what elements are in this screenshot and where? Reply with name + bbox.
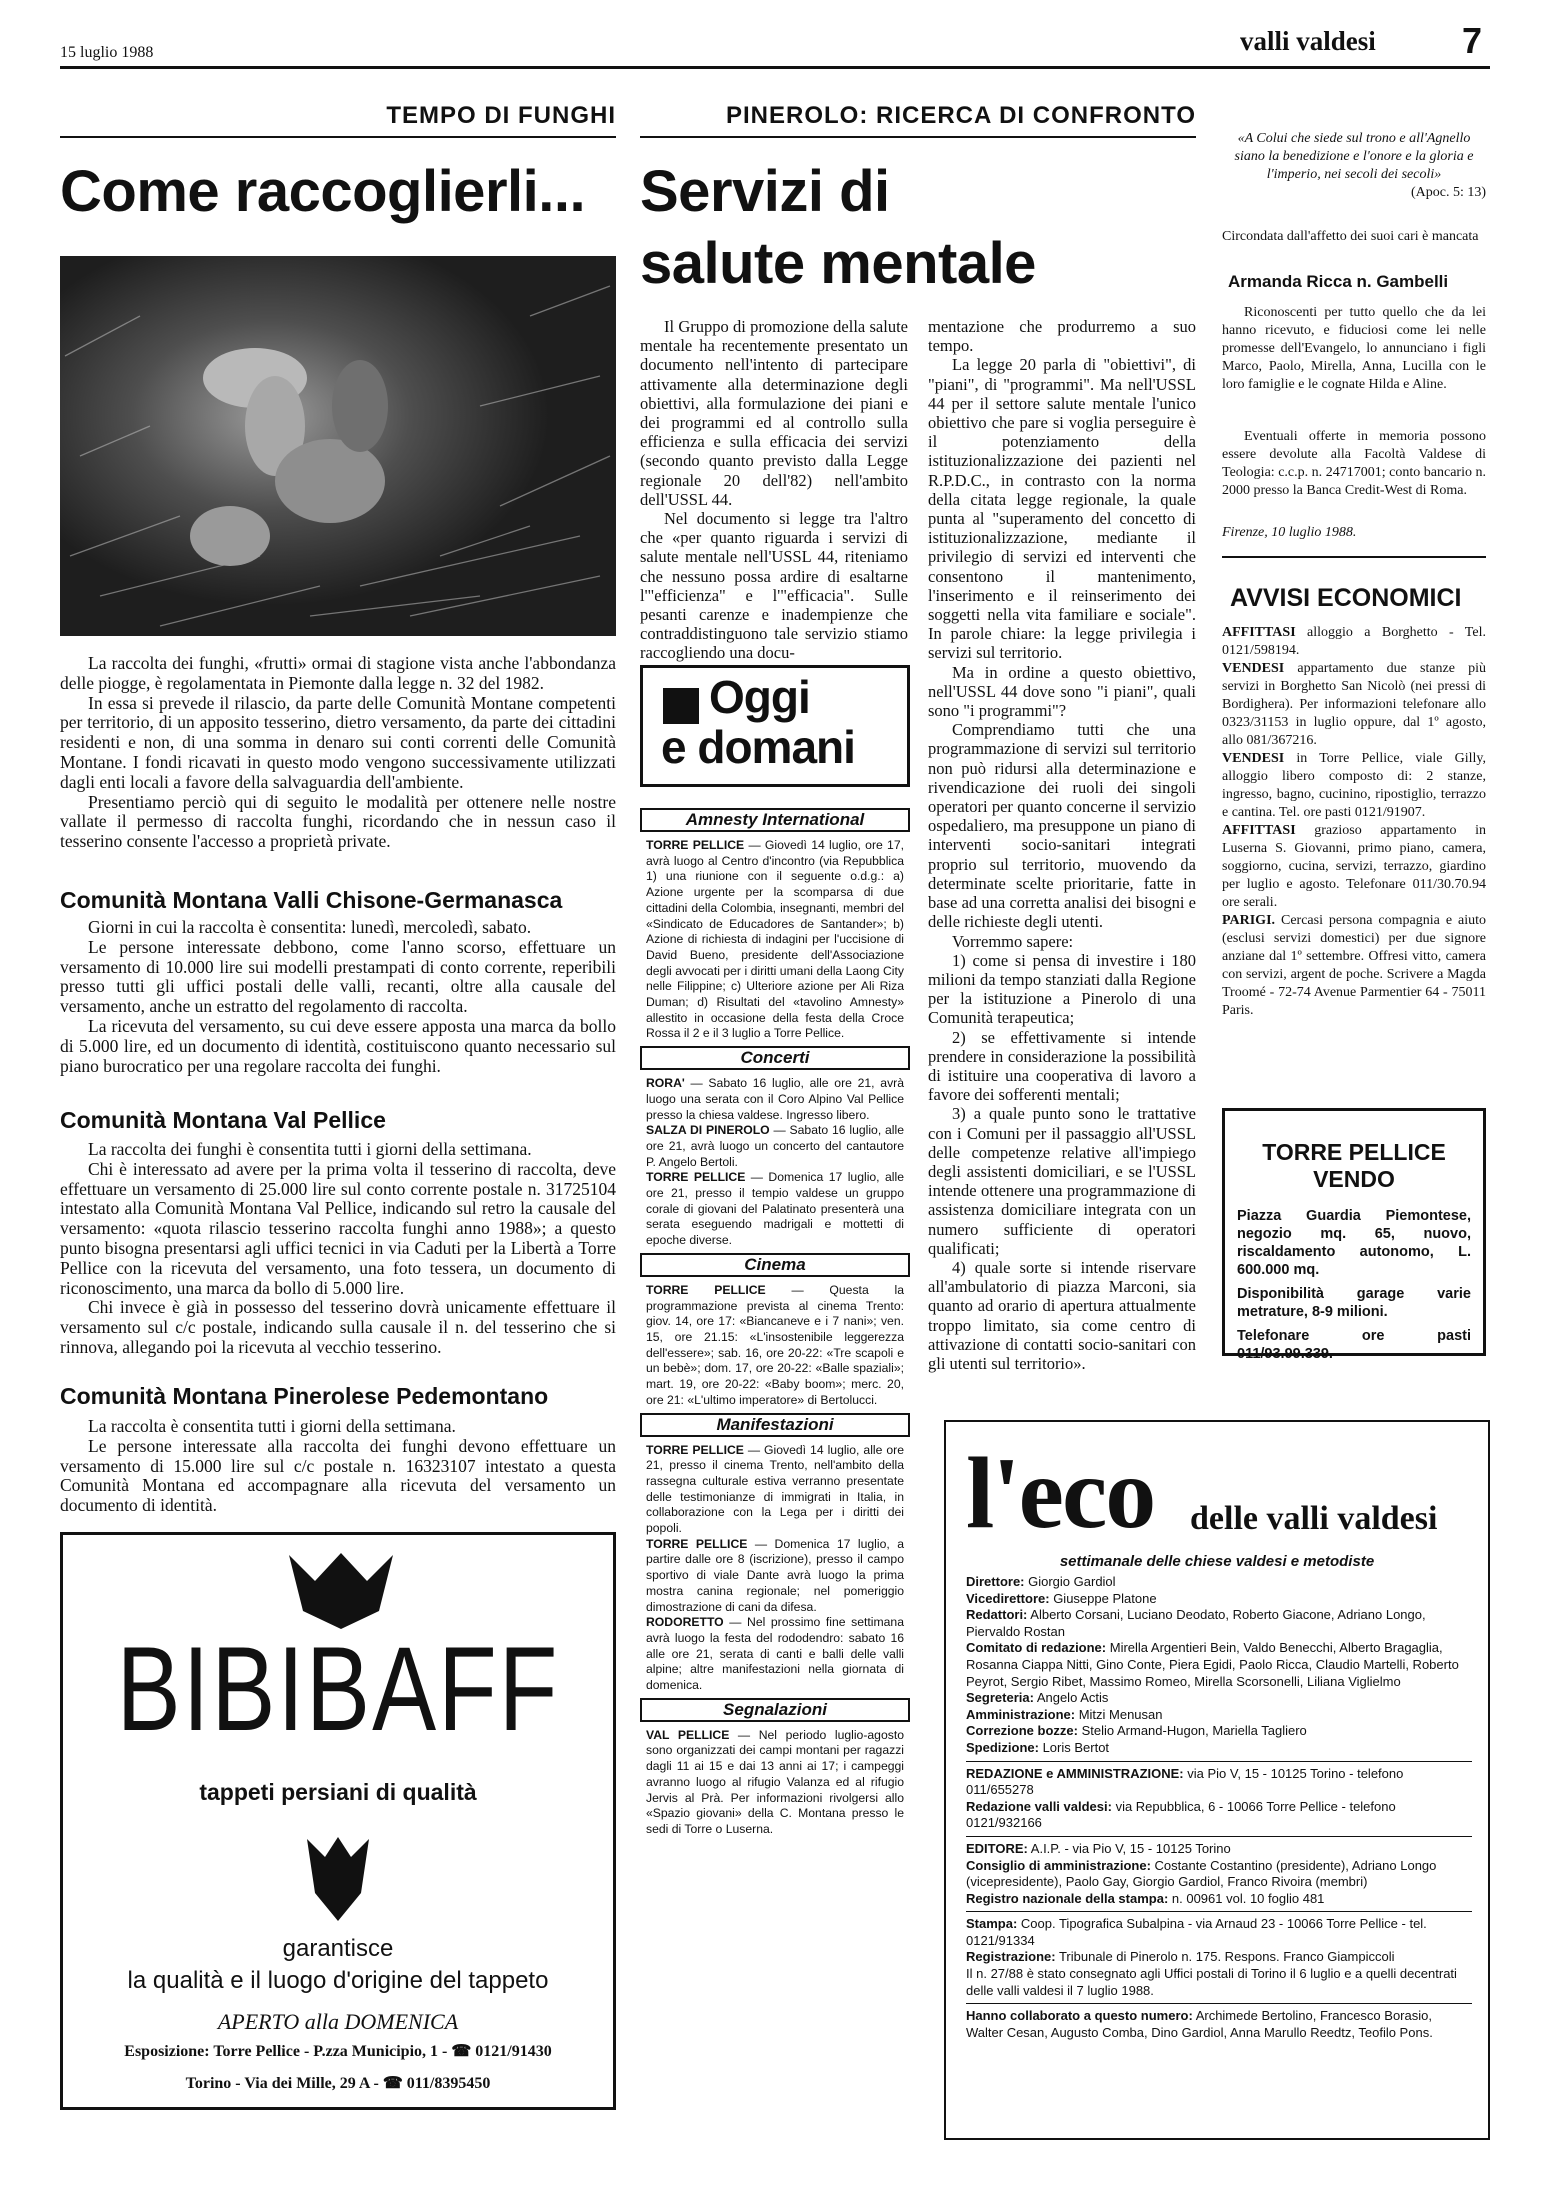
intro-paragraph: In essa si prevede il rilascio, da parte delle Comunità Montane competenti per territorio, di un apposito tesserino, dietro versamento, da parte dei cittadini residenti e non, di una somma in denaro sui conti correnti delle Comunità Montane. I fondi ricavati in questo modo vengono successivamente utilizzati dagli enti locali a favore della salvaguardia dell'ambiente. bbox=[60, 692, 616, 792]
avviso-item: AFFITTASI grazioso appartamento in Luserna S. Giovanni, primo piano, camera, soggiorno, cucina, servizi, terrazzo, giardino per luglio e agosto. Telefonare 011/30.70.94 ore serali. bbox=[1222, 823, 1486, 910]
header-rule bbox=[60, 66, 1490, 69]
eco-title-small: delle valli valdesi bbox=[1190, 1500, 1438, 1537]
section-body bbox=[60, 918, 616, 1076]
listing-item: SALZA DI PINEROLO — Sabato 16 luglio, alle ore 21, avrà luogo un concerto del cantautore P. Angelo Bertoli. bbox=[646, 1123, 904, 1169]
section-header: Concerti bbox=[640, 1046, 910, 1070]
oggi-listing bbox=[640, 808, 910, 1842]
section-header: Cinema bbox=[640, 1253, 910, 1277]
intro-paragraph: Presentiamo perciò qui di seguito le modalità per ottenere nelle nostre vallate il permesso di raccolta funghi, ricordando che in nessun caso il tesserino consente l'accesso a proprietà private. bbox=[60, 791, 616, 852]
obituary-quote-text: «A Colui che siede sul trono e all'Agnello siano la benedizione e l'onore e la gloria e l'imperio, nei secoli dei secoli» bbox=[1234, 131, 1474, 182]
intro-paragraph: La raccolta dei funghi, «frutti» ormai di stagione vista anche l'abbondanza delle piogge, è regolamentata in Piemonte dalla legge n. 32 del 1982. bbox=[60, 653, 616, 693]
eco-divider bbox=[966, 1761, 1472, 1762]
listing-item: VAL PELLICE — Nel periodo luglio-agosto sono organizzati dei campi montani per ragazzi dagli 11 ai 15 e dai 13 anni ai 17; i campeggi avranno luogo al rifugio Valanza ed al rifugio Jervis al Prà. Per informazioni rivolgersi allo «Spazio giovani» della C. Montana presso le sedi di Torre o Luserna. bbox=[646, 1727, 904, 1836]
avvisi-list bbox=[1222, 624, 1486, 1020]
section-paragraph: Le persone interessate debbono, come l'anno scorso, effettuare un versamento di 10.000 lire sui modelli prestampati di conto corrente, reperibili presso tutti gli uffici postali delle valli, recanti, oltre alla causale del versamento, anche un estratto del regolamento di raccolta. bbox=[60, 936, 616, 1017]
section-header: Amnesty International bbox=[640, 808, 910, 832]
obituary-name: Armanda Ricca n. Gambelli bbox=[1228, 272, 1449, 291]
eco-line: Stampa: Coop. Tipografica Subalpina - via Arnaud 23 - 10066 Torre Pellice - tel. 0121/91334 bbox=[966, 1916, 1427, 1948]
article2-paragraph: 3) a quale punto sono le trattative con i Comuni per il passaggio all'USSL delle competenze relative all'impiego degli assistenti domiciliari, e se l'USSL intende ottenere una programmazione di assistenza domiciliare integrata con un numero sufficiente di operatori qualificati; bbox=[928, 1104, 1196, 1258]
obituary-rule bbox=[1222, 556, 1486, 558]
eco-line: Redazione valli valdesi: via Repubblica, 6 - 10066 Torre Pellice - telefono 0121/932166 bbox=[966, 1798, 1396, 1831]
bibibaff-address-1: Esposizione: Torre Pellice - P.zza Municipio, 1 - ☎ 0121/91430 bbox=[124, 2043, 552, 2060]
article2-paragraph: Nel documento si legge tra l'altro che «per quanto riguarda i servizi di salute mentale nell'USSL 44, riteniamo che nessuno possa ardire di esaltarne l'"efficienza" e l'"efficacia". Sulle pesanti carenze e inadempienze che contraddistinguono tale servizio stiamo raccogliendo una docu- bbox=[640, 509, 908, 663]
section-body bbox=[60, 1417, 616, 1516]
listing-item: RODORETTO — Nel prossimo fine settimana avrà luogo la festa del rododendro: sabato 16 alle ore 21, serata di canti e balli delle valli alpine; altre manifestazioni nella giornata di domenica. bbox=[646, 1615, 904, 1693]
section-header: Segnalazioni bbox=[640, 1698, 910, 1722]
article2-paragraph: Il Gruppo di promozione della salute mentale ha recentemente presentato un documento nell'intento di partecipare attivamente alla determinazione degli obiettivi, alla formulazione dei piani e dei programmi ed al controllo sulla efficienza e sulla efficacia dei servizi (secondo quanto previsto dalla Legge regionale 20 dell'82) nell'ambito dell'USSL 44. bbox=[640, 317, 908, 509]
torre-ad-garage: Disponibilità garage varie metrature, 8-9 milioni. bbox=[1237, 1286, 1471, 1320]
eco-title-big: l'eco bbox=[966, 1437, 1155, 1550]
avviso-item: VENDESI appartamento due stanze più servizi in Borghetto San Nicolò (nei pressi di Bordighera). Per informazioni telefonare allo 0323/31153 in luglio oppure, dal 1º agosto, allo 081/367216. bbox=[1222, 661, 1486, 748]
listing-item: TORRE PELLICE — Domenica 17 luglio, a partire dalle ore 8 (iscrizione), presso il campo sportivo di viale Dante avrà luogo la prima mostra canina regionale; nel pomeriggio dimostrazione di cani da difesa. bbox=[646, 1536, 904, 1614]
bibibaff-tagline: tappeti persiani di qualità bbox=[199, 1779, 477, 1805]
crown-icon bbox=[281, 1551, 401, 1631]
header-page-number: 7 bbox=[1462, 20, 1483, 61]
oggi-title-2: e domani bbox=[661, 721, 855, 773]
bibibaff-ad bbox=[60, 1532, 616, 2110]
section-title: Comunità Montana Pinerolese Pedemontano bbox=[60, 1383, 549, 1409]
article2-paragraph: Comprendiamo tutti che una programmazione di servizi sul territorio non può ridursi alla determinazione e rivendicazione dei ruoli dei singoli operatori per quanto concerne il servizio ospedaliero, ma presuppone un piano di interventi socio-sanitari integrati proprio sul territorio, muovendo da determinate scelte prioritarie, fatte in base ad una corretta analisi dei bisogni e delle richieste degli utenti. bbox=[928, 720, 1196, 932]
section-body bbox=[60, 1140, 616, 1358]
eco-line: Registro nazionale della stampa: n. 00961 vol. 10 foglio 481 bbox=[966, 1890, 1325, 1906]
header-date: 15 luglio 1988 bbox=[60, 44, 154, 61]
mushroom-photo bbox=[60, 256, 616, 636]
avviso-item: AFFITTASI alloggio a Borghetto - Tel. 0121/598194. bbox=[1222, 625, 1486, 658]
eco-line: Spedizione: Loris Bertot bbox=[966, 1739, 1110, 1755]
article2-paragraph: 4) quale sorte si intende riservare all'ambulatorio di piazza Marconi, sia quanto ad orario di apertura attualmente troppo limitato, sia come centro di attivazione di contatti socio-sanitari con gli utenti sul territorio». bbox=[928, 1257, 1196, 1373]
avviso-item: VENDESI in Torre Pellice, viale Gilly, alloggio libero composto di: 2 stanze, ingresso, bagno, cucinino, ripostiglio, terrazzo e cantina. Tel. ore pasti 0121/91907. bbox=[1222, 751, 1486, 820]
bibibaff-claim-2: la qualità e il luogo d'origine del tappeto bbox=[127, 1967, 549, 1994]
square-icon bbox=[663, 688, 699, 724]
listing-item: TORRE PELLICE — Giovedì 14 luglio, alle ore 21, presso il cinema Trento, nell'ambito della rassegna culturale estiva verranno presentate delle testimonianze di immigrati in Italia, in collaborazione con la Lega per i diritti dei popoli. bbox=[646, 1442, 904, 1536]
section-content bbox=[646, 1283, 904, 1409]
section-title: Comunità Montana Val Pellice bbox=[60, 1107, 386, 1133]
article2-paragraph: Ma in ordine a questo obiettivo, nell'USSL 44 dove sono "i piani", quali sono "i programmi"? bbox=[928, 662, 1196, 721]
section-content bbox=[646, 1076, 904, 1249]
article1-kicker-rule bbox=[60, 136, 616, 138]
article2-kicker: PINEROLO: RICERCA DI CONFRONTO bbox=[725, 102, 1196, 129]
eco-line: Amministrazione: Mitzi Menusan bbox=[966, 1706, 1163, 1722]
section-paragraph: Chi è interessato ad avere per la prima volta il tesserino di raccolta, deve effettuare un versamento di 25.000 lire sul conto corrente postale n. 31725104 intestato alla Comunità Montana Val Pellice, indicando sul retro la causale del versamento: «quota rilascio tesserino raccolta funghi anno 1988»; a questo punto bisogna presentarsi agli uffici tecnici in via Caduti per la Libertà a Torre Pellice con la ricevuta del versamento, una foto tessera, un documento di riconoscimento, una marca da bollo di 5.000 lire. bbox=[60, 1158, 616, 1298]
article2-paragraph: mentazione che produrremo a suo tempo. bbox=[928, 317, 1196, 356]
section-paragraph: La raccolta dei funghi è consentita tutti i giorni della settimana. bbox=[88, 1139, 532, 1159]
article2-headline-1: Servizi di bbox=[640, 159, 890, 224]
obituary-text: Riconoscenti per tutto quello che da lei hanno ricevuto, e fiduciosi come lei nelle promesse dell'Evangelo, lo annunciano i figli Marco, Paolo, Mirella, Anna, Lucilla con le loro famiglie e le cognate Hilda e Aline. bbox=[1222, 305, 1486, 392]
eco-staff bbox=[966, 1574, 1472, 2041]
section-paragraph: Le persone interessate alla raccolta dei funghi devono effettuare un versamento di 15.000 lire sul c/c postale n. 16323107 intestato a questa Comunità Montana ed accompagnare alla ricevuta del versamento un documento di identità. bbox=[60, 1435, 616, 1516]
section-paragraph: Chi invece è già in possesso del tesserino dovrà unicamente effettuare il versamento sul c/c postale, indicando sulla causale il n. del tesserino che si rinnova, allegando poi la ricevuta al vecchio tesserino. bbox=[60, 1297, 616, 1357]
eco-masthead bbox=[944, 1420, 1490, 2140]
article2-paragraph: La legge 20 parla di "obiettivi", di "piani", di "programmi". Ma nell'USSL 44 per il settore salute mentale l'unico obiettivo che pare si voglia perseguire è il potenziamento della istituzionalizzazione dei pazienti nel R.P.D.C., in contrasto con la norma della citata legge regionale, la quale punta al "superamento del concetto di istituzionalizzazione, mediante il privilegio di servizi ed interventi che consentono il mantenimento, l'inserimento e il reinserimento dei soggetti nella vita familiare e sociale". In parole chiare: la legge privilegia i servizi sul territorio. bbox=[928, 355, 1196, 663]
torre-ad-title-2: VENDO bbox=[1313, 1166, 1395, 1192]
bibibaff-brand: BIBIBAFF bbox=[116, 1622, 560, 1757]
article2-column-1 bbox=[640, 317, 908, 663]
obituary-intro: Circondata dall'affetto dei suoi cari è mancata bbox=[1222, 229, 1479, 244]
eco-line: Registrazione: Tribunale di Pinerolo n. 175. Respons. Franco Giampiccoli bbox=[966, 1949, 1395, 1965]
eco-line: Direttore: Giorgio Gardiol bbox=[966, 1574, 1116, 1589]
obituary-offers: Eventuali offerte in memoria possono essere devolute alla Facoltà Valdese di Teologia: c.c.p. n. 24717001; conto bancario n. 2000 presso la Banca Credit-West di Roma. bbox=[1222, 429, 1486, 498]
header-publication: valli valdesi bbox=[1240, 26, 1376, 56]
article2-paragraph: Vorremmo sapere: bbox=[952, 931, 1074, 951]
torre-ad-body: Piazza Guardia Piemontese, negozio mq. 65, nuovo, riscaldamento autonomo, L. 600.000 mq. bbox=[1237, 1208, 1471, 1278]
section-paragraph: La ricevuta del versamento, su cui deve essere apposta una marca da bollo di 5.000 lire, ed un documento di identità, costituiscono quanto necessario sul piano burocratico per una regolare raccolta dei funghi. bbox=[60, 1015, 616, 1076]
eco-line: Vicedirettore: Giuseppe Platone bbox=[966, 1590, 1157, 1606]
torre-ad bbox=[1222, 1108, 1486, 1362]
eco-divider bbox=[966, 1836, 1472, 1837]
listing-item: TORRE PELLICE — Domenica 17 luglio, alle ore 21, presso il tempio valdese un gruppo corale di giovani del Palatinato presenterà una serata eseguendo madrigali e mottetti di epoche diverse. bbox=[646, 1170, 904, 1248]
avvisi-title: AVVISI ECONOMICI bbox=[1230, 584, 1462, 612]
avviso-item: PARIGI. Cercasi persona compagnia e aiuto (esclusi servizi domestici) per due signore anziane dal 1º settembre. Offresi vitto, camera con servizi, argent de poche. Scrivere a Magda Troomé - 72-74 Avenue Parmentier 64 - 75011 Paris. bbox=[1222, 913, 1486, 1018]
eco-line: REDAZIONE e AMMINISTRAZIONE: via Pio V, 15 - 10125 Torino - telefono 011/655278 bbox=[966, 1765, 1404, 1798]
eco-line: EDITORE: A.I.P. - via Pio V, 15 - 10125 Torino bbox=[966, 1840, 1231, 1856]
obituary-quote-ref: (Apoc. 5: 13) bbox=[1410, 185, 1486, 200]
eco-line: Comitato di redazione: Mirella Argentieri Bein, Valdo Benecchi, Alberto Bragaglia, Rosanna Ciappa Nitti, Gino Conte, Piera Egidi, Paolo Ricca, Claudio Martelli, Roberto Peyrot, Sergio Ribet, Massimo Romeo, Mirella Scorsonelli, Liliana Viglielmo bbox=[966, 1640, 1459, 1689]
article1-intro bbox=[60, 654, 616, 852]
obituary-quote bbox=[1222, 130, 1486, 202]
section-content bbox=[646, 838, 904, 1042]
eco-subtitle: settimanale delle chiese valdesi e metodiste bbox=[1059, 1553, 1375, 1570]
section-content bbox=[646, 1443, 904, 1694]
section-paragraph: La raccolta è consentita tutti i giorni della settimana. bbox=[88, 1416, 456, 1436]
obituary-place-date: Firenze, 10 luglio 1988. bbox=[1222, 525, 1357, 540]
eco-line: Hanno collaborato a questo numero: Archimede Bertolino, Francesco Borasio, Walter Cesan, Augusto Comba, Dino Gardiol, Anna Marullo Reedtz, Teofilo Pons. bbox=[966, 2008, 1433, 2040]
article2-paragraph: 1) come si pensa di investire i 180 milioni da tempo stanziati dalla Regione per la istituzione a Pinerolo di una Comunità terapeutica; bbox=[928, 950, 1196, 1028]
article2-kicker-rule bbox=[640, 136, 1196, 138]
article2-paragraph: 2) se effettivamente si intende prendere in considerazione la possibilità di istituire una cooperativa di lavoro a favore dei sofferenti mentali; bbox=[928, 1027, 1196, 1105]
listing-item: TORRE PELLICE — Giovedì 14 luglio, ore 17, avrà luogo al Centro d'incontro (via Repubblica 1) una riunione con il seguente o.d.g.: a) Azione urgente per la scomparsa di due cittadini della Colombia, insegnanti, membri del «Sindicato de Educadores de Santander»; b) Azione di richiesta di indagini per l'uccisione di David Bueno, presidente dell'Associazione degli avvocati per i diritti umani della Laong City nelle Filippine; c) Ulteriore azione per Ali Riza Duman; d) Risultati del «tavolino Amnesty» allestito in occasione della festa della Croce Rossa il 2 e il 3 luglio a Torre Pellice. bbox=[646, 838, 904, 1041]
bibibaff-open: APERTO alla DOMENICA bbox=[217, 2009, 459, 2034]
bibibaff-address-2: Torino - Via dei Mille, 29 A - ☎ 011/8395450 bbox=[185, 2075, 491, 2092]
eco-divider bbox=[966, 1911, 1472, 1912]
section-content bbox=[646, 1728, 904, 1838]
bibibaff-claim-1: garantisce bbox=[282, 1935, 394, 1962]
article1-headline: Come raccoglierli... bbox=[60, 159, 586, 224]
article2-column-2 bbox=[928, 317, 1196, 1373]
section-title: Comunità Montana Valli Chisone-Germanasca bbox=[60, 887, 563, 913]
eco-line: Correzione bozze: Stelio Armand-Hugon, Mariella Tagliero bbox=[966, 1723, 1307, 1739]
eco-divider bbox=[966, 2003, 1472, 2004]
torre-ad-phone: Telefonare ore pasti 011/93.99.339. bbox=[1237, 1328, 1471, 1362]
oggi-box bbox=[640, 665, 910, 787]
eco-line: Consiglio di amministrazione: Costante Costantino (presidente), Adriano Longo (vicepresidente), Paolo Gay, Giorgio Gardiol, Franco Rivoira (membri) bbox=[966, 1857, 1437, 1890]
section-paragraph: Giorni in cui la raccolta è consentita: lunedì, mercoledì, sabato. bbox=[88, 917, 532, 937]
listing-item: TORRE PELLICE — Questa la programmazione prevista al cinema Trento: giov. 14, ore 17: «Biancaneve e i 7 nani»; ven. 15, ore 21.15: «L'insostenibile leggerezza dell'essere»; sab. 16, ore 20-22: «Tre scapoli e un bebè»; dom. 17, ore 20-22: «Balle spaziali»; mart. 19, ore 20-22: «Baby boom»; merc. 20, ore 21: «L'ultimo imperatore» di Bertolucci. bbox=[646, 1282, 904, 1407]
eco-line: Il n. 27/88 è stato consegnato agli Uffici postali di Torino il 6 luglio e a quelli decentrati delle valli valdesi il 7 luglio 1988. bbox=[966, 1966, 1457, 1998]
torre-ad-title-1: TORRE PELLICE bbox=[1262, 1139, 1446, 1165]
eco-line: Redattori: Alberto Corsani, Luciano Deodato, Roberto Giacone, Adriano Longo, Piervaldo Rostan bbox=[966, 1607, 1426, 1639]
listing-item: RORA' — Sabato 16 luglio, alle ore 21, avrà luogo una serata con il Coro Alpino Val Pellice presso la chiesa valdese. Ingresso libero. bbox=[646, 1076, 904, 1122]
crown-icon bbox=[303, 1835, 373, 1925]
section-header: Manifestazioni bbox=[640, 1413, 910, 1437]
article1-kicker: TEMPO DI FUNGHI bbox=[386, 102, 616, 129]
article2-headline-2: salute mentale bbox=[640, 231, 1036, 296]
oggi-title-1: Oggi bbox=[709, 671, 810, 723]
eco-line: Segreteria: Angelo Actis bbox=[966, 1690, 1109, 1706]
